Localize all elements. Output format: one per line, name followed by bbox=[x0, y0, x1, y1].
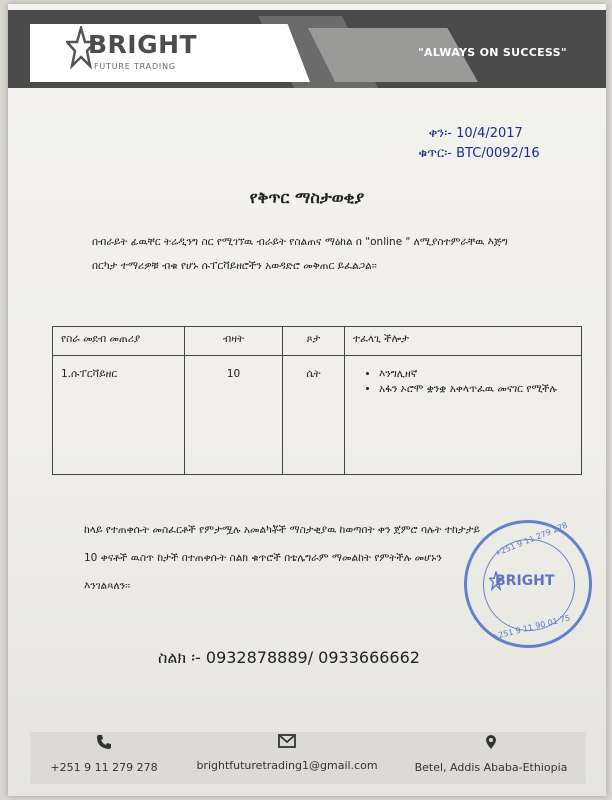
cell-sex: ሴት bbox=[283, 356, 345, 475]
page-title: የቅጥር ማስታወቂያ bbox=[249, 188, 365, 207]
footer-address bbox=[406, 732, 576, 775]
cell-quantity: 10 bbox=[185, 356, 283, 475]
footer-address-text: Betel, Addis Ababa-Ethiopia bbox=[414, 761, 568, 774]
stamp-bottom-text: +251 9 11 90 01 75 bbox=[490, 613, 572, 642]
column-header-quantity: ብዛት bbox=[185, 327, 283, 356]
footer-phone bbox=[44, 732, 164, 775]
footer-bar bbox=[30, 732, 586, 784]
table-row bbox=[53, 356, 582, 475]
letter-page bbox=[8, 4, 606, 796]
column-header-sex: ጾታ bbox=[283, 327, 345, 356]
reference-label: ቁጥር፡- bbox=[418, 146, 452, 161]
date-line bbox=[392, 124, 540, 144]
column-header-position: የስራ መደብ መጠሪያ bbox=[53, 327, 185, 356]
reference-value: BTC/0092/16 bbox=[456, 146, 540, 161]
list-item: • አፋን ኦሮሞ ቋንቋ አቀላጥፈዉ መናገር የሚችሉ bbox=[379, 383, 573, 396]
list-item: • እንግሊዘኛ bbox=[379, 368, 573, 381]
mail-icon bbox=[278, 734, 296, 748]
cell-position: 1.ሱፐርቫይዘር bbox=[53, 356, 185, 475]
intro-paragraph: በብራይት ፊዉቸር ትሬዲንግ ስር የሚገኘዉ ብራይት የስልጠና ማዕከል በ "online " ለሚያስተምራቸዉ እጅግ በርካታ ተማሪዎቹ ብቁ የሆኑ ሱፐርቫይዘሮችን አወዳድሮ መቅጠር ይፈልጋል፡፡ bbox=[92, 236, 508, 272]
company-stamp bbox=[464, 520, 592, 648]
table-header-row bbox=[53, 327, 582, 356]
date-value: 10/4/2017 bbox=[456, 126, 523, 141]
column-header-requirements: ተፈላጊ ችሎታ bbox=[345, 327, 582, 356]
location-pin-icon bbox=[485, 734, 497, 750]
stamp-logo-text: BRIGHT bbox=[495, 573, 555, 589]
requirements-list bbox=[353, 368, 573, 396]
company-logo-subtitle: FUTURE TRADING bbox=[94, 62, 176, 71]
cell-requirements bbox=[345, 356, 582, 475]
phone-icon bbox=[96, 734, 112, 750]
footer-phone-text: +251 9 11 279 278 bbox=[50, 761, 158, 774]
company-slogan: "ALWAYS ON SUCCESS" bbox=[418, 46, 567, 59]
application-note: ከላይ የተጠቀሱት መስፈርቶች የምታሟሉ አመልካቾች ማስታቂያዉ ከወጣበት ቀን ጀምሮ ባሉት ተከታታይ 10 ቀናቶች ዉስጥ ከታች በተጠቀሱት ስልክ ቁጥሮች በቴሌግራም ማመልከት የምትችሉ መሆኑን እንገልጻለን፡፡ bbox=[84, 524, 480, 592]
footer-email-text: brightfuturetrading1@gmail.com bbox=[196, 759, 378, 772]
date-label: ቀን፡- bbox=[428, 126, 452, 141]
footer-email bbox=[180, 732, 394, 773]
reference-line bbox=[392, 144, 540, 164]
stamp-top-text: +251 9 11 279 278 bbox=[493, 520, 569, 559]
company-logo-name: BRIGHT bbox=[88, 30, 198, 59]
contact-phones: ስልክ ፡- 0932878889/ 0933666662 bbox=[158, 648, 420, 667]
vacancy-table bbox=[52, 326, 582, 475]
letter-meta bbox=[392, 124, 540, 164]
